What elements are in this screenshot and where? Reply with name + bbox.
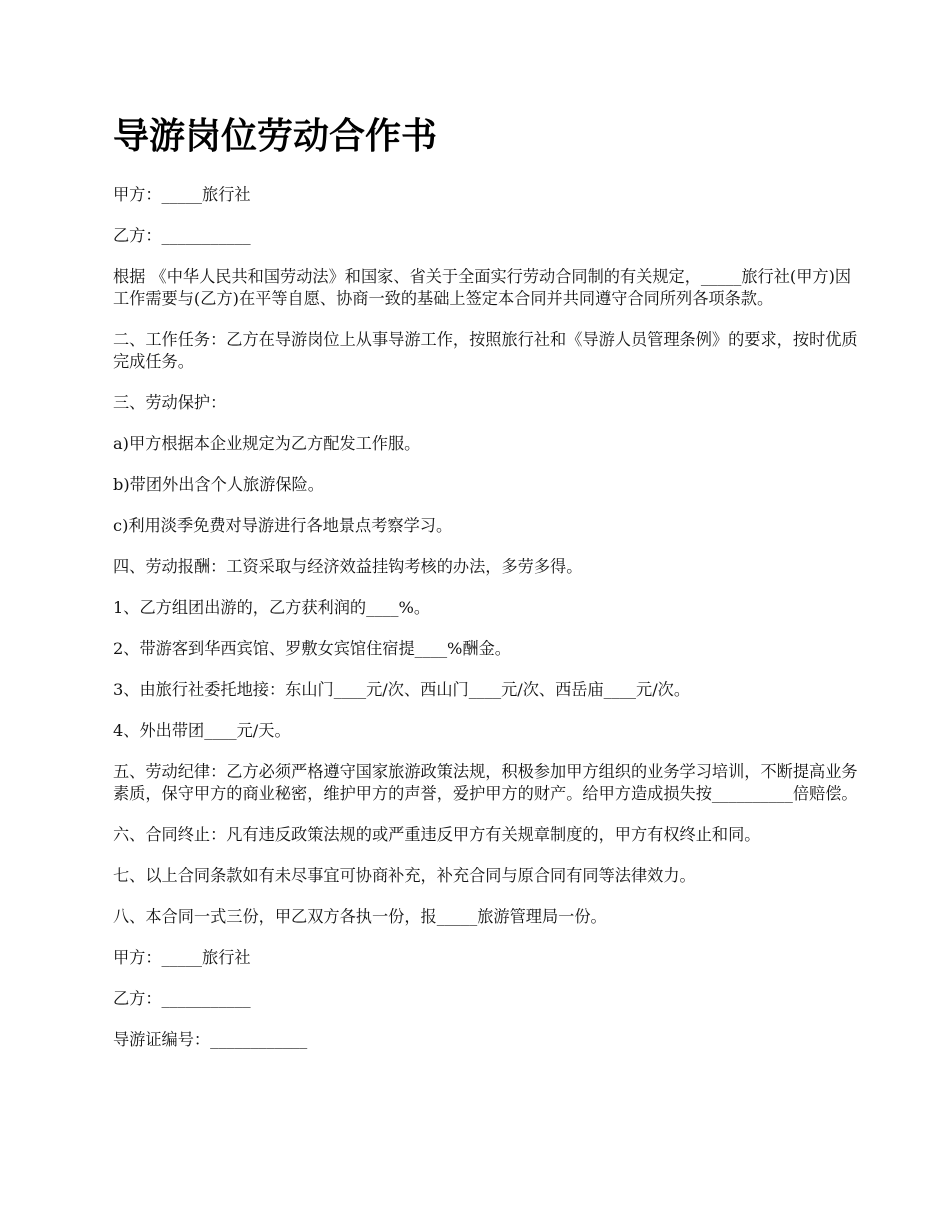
clause-remuneration: 四、劳动报酬：工资采取与经济效益挂钩考核的办法，多劳多得。 — [113, 557, 583, 576]
party-a-line: 甲方：_____旅行社 — [113, 185, 251, 204]
document-page — [113, 112, 858, 1070]
clause-work-task: 二、工作任务：乙方在导游岗位上从事导游工作，按照旅行社和《导游人员管理条例》的要求，按时优质完成任务。 — [113, 330, 858, 371]
protection-item-b: b)带团外出含个人旅游保险。 — [113, 475, 324, 494]
signature-party-a: 甲方：_____旅行社 — [113, 948, 251, 967]
preamble-paragraph: 根据 《中华人民共和国劳动法》和国家、省关于全面实行劳动合同制的有关规定，_____旅行社(甲方)因工作需要与(乙方)在平等自愿、协商一致的基础上签定本合同并共同遵守合同所列各项条款。 — [113, 267, 852, 308]
clause-termination: 六、合同终止：凡有违反政策法规的或严重违反甲方有关规章制度的，甲方有权终止和同。 — [113, 825, 761, 844]
clause-supplement: 七、以上合同条款如有未尽事宜可协商补充，补充合同与原合同有同等法律效力。 — [113, 866, 696, 885]
remuneration-item-3: 3、由旅行社委托地接：东山门____元/次、西山门____元/次、西岳庙____元/次。 — [113, 680, 691, 699]
clause-labor-discipline: 五、劳动纪律：乙方必须严格遵守国家旅游政策法规，积极参加甲方组织的业务学习培训，不断提高业务素质，保守甲方的商业秘密，维护甲方的声誉，爱护甲方的财产。给甲方造成损失按__________倍赔偿。 — [113, 762, 858, 803]
remuneration-item-2: 2、带游客到华西宾馆、罗敷女宾馆住宿提____%酬金。 — [113, 639, 511, 658]
document-title: 导游岗位劳动合作书 — [113, 116, 438, 157]
signature-party-b: 乙方：___________ — [113, 989, 251, 1008]
protection-item-a: a)甲方根据本企业规定为乙方配发工作服。 — [113, 434, 421, 453]
clause-copies: 八、本合同一式三份，甲乙双方各执一份，报_____旅游管理局一份。 — [113, 907, 607, 926]
remuneration-item-1: 1、乙方组团出游的，乙方获利润的____%。 — [113, 598, 431, 617]
clause-labor-protection: 三、劳动保护： — [113, 393, 227, 412]
protection-item-c: c)利用淡季免费对导游进行各地景点考察学习。 — [113, 516, 453, 535]
remuneration-item-4: 4、外出带团____元/天。 — [113, 721, 291, 740]
party-b-line: 乙方：___________ — [113, 226, 251, 245]
guide-license-number: 导游证编号：____________ — [113, 1030, 308, 1049]
